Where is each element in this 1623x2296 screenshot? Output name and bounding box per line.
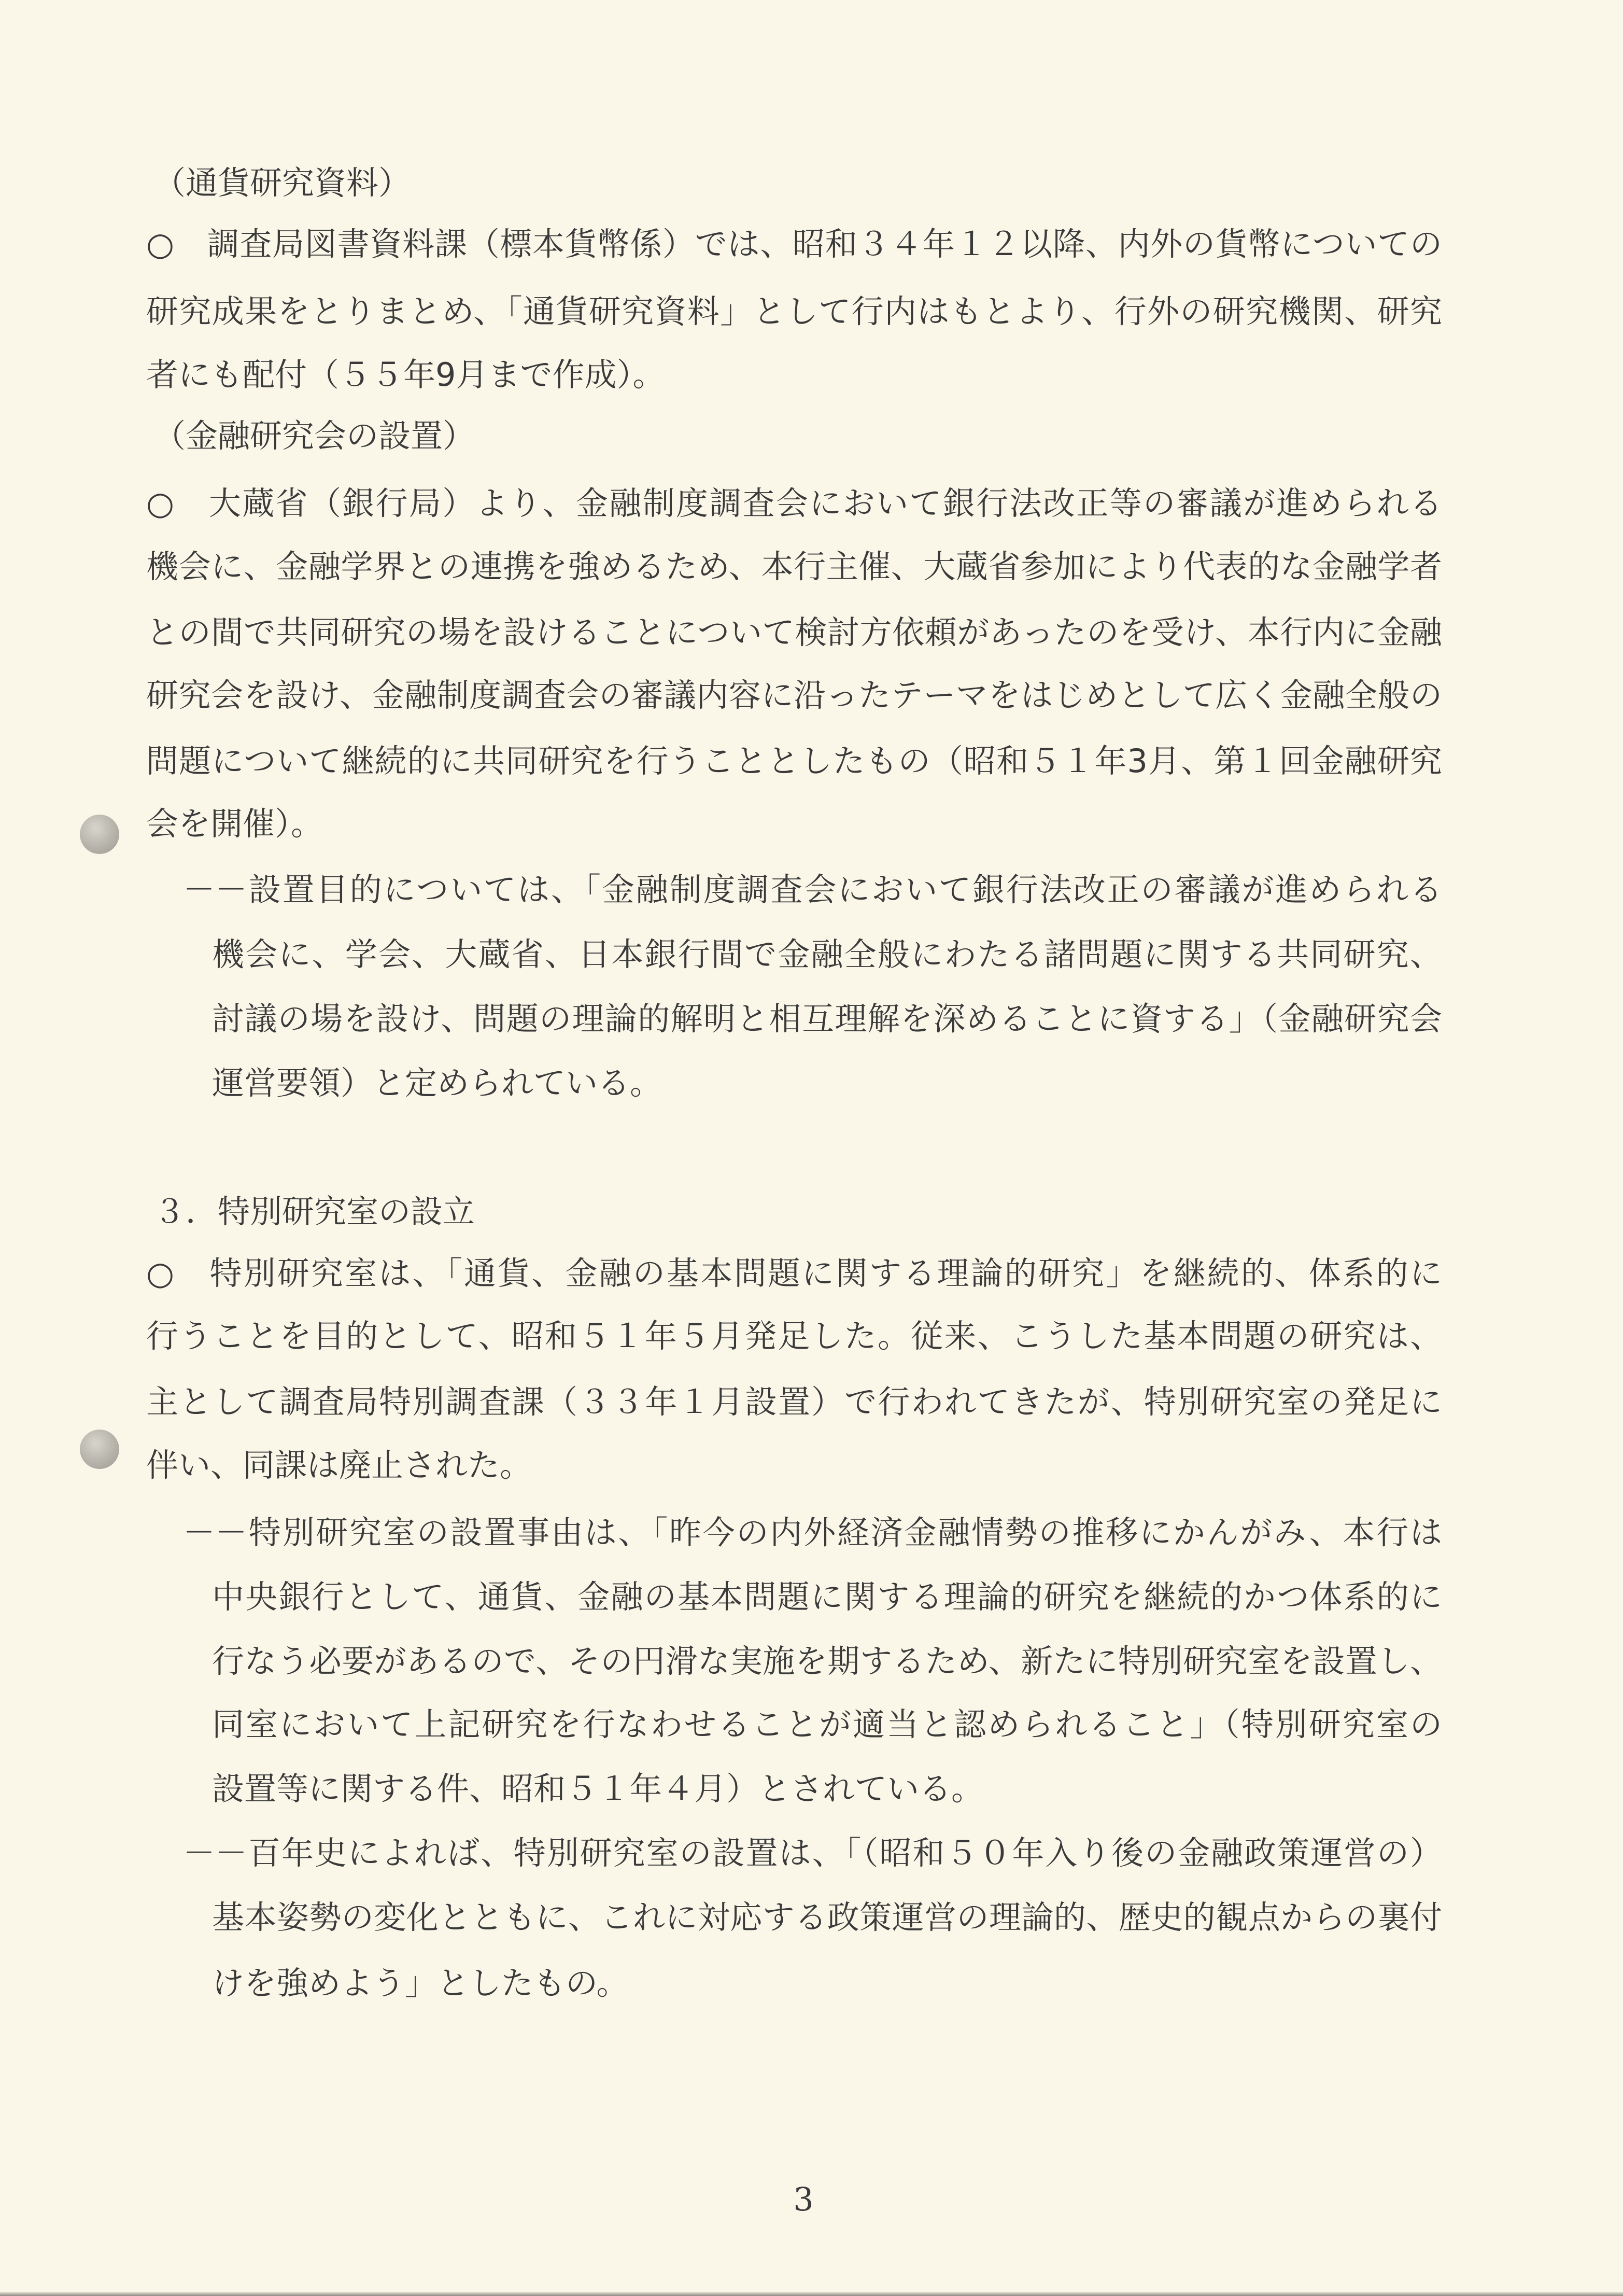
sub-item-line: 中央銀行として、通貨、金融の基本問題に関する理論的研究を継続的かつ体系的に	[212, 1578, 1442, 1616]
sub-item-line: －－設置目的については、「金融制度調査会において銀行法改正の審議が進められる	[183, 871, 1442, 908]
section-heading: （通貨研究資料）	[153, 164, 411, 202]
paragraph-line: ○ 特別研究室は、「通貨、金融の基本問題に関する理論的研究」を継続的、体系的に	[146, 1254, 1442, 1292]
sub-item-line: 行なう必要があるので、その円滑な実施を期するため、新たに特別研究室を設置し、	[212, 1642, 1442, 1680]
sub-item-line: 運営要領）と定められている。	[212, 1064, 662, 1102]
paragraph-line: 研究成果をとりまとめ、「通貨研究資料」として行内はもとより、行外の研究機関、研究	[146, 292, 1442, 330]
section-heading: ３．特別研究室の設立	[153, 1193, 475, 1230]
sub-item-line: 基本姿勢の変化とともに、これに対応する政策運営の理論的、歴史的観点からの裏付	[212, 1898, 1442, 1936]
paragraph-line: ○ 大蔵省（銀行局）より、金融制度調査会において銀行法改正等の審議が進められる	[146, 484, 1442, 522]
scan-edge	[0, 2292, 1623, 2296]
paragraph-line: 主として調査局特別調査課（３３年１月設置）で行われてきたが、特別研究室の発足に	[146, 1383, 1442, 1421]
sub-item-line: －－特別研究室の設置事由は、「昨今の内外経済金融情勢の推移にかんがみ、本行は	[183, 1514, 1442, 1551]
paragraph-line: 伴い、同課は廃止された。	[146, 1446, 532, 1484]
sub-item-line: －－百年史によれば、特別研究室の設置は、「（昭和５０年入り後の金融政策運営の）	[183, 1834, 1442, 1872]
paragraph-line: 者にも配付（５５年9月まで作成）。	[146, 356, 665, 394]
paragraph-line: 問題について継続的に共同研究を行うこととしたもの（昭和５１年3月、第１回金融研究	[146, 742, 1442, 780]
sub-item-line: 機会に、学会、大蔵省、日本銀行間で金融全般にわたる諸問題に関する共同研究、	[212, 935, 1442, 973]
punch-hole-icon	[80, 1430, 119, 1469]
paragraph-line: 研究会を設け、金融制度調査会の審議内容に沿ったテーマをはじめとして広く金融全般の	[146, 676, 1442, 714]
sub-item-line: 同室において上記研究を行なわせることが適当と認められること」（特別研究室の	[212, 1705, 1442, 1743]
punch-hole-icon	[80, 815, 119, 854]
sub-item-line: 設置等に関する件、昭和５１年４月）とされている。	[212, 1770, 984, 1808]
section-heading: （金融研究会の設置）	[153, 417, 475, 455]
paragraph-line: との間で共同研究の場を設けることについて検討方依頼があったのを受け、本行内に金融	[146, 613, 1442, 651]
sub-item-line: けを強めよう」としたもの。	[212, 1964, 629, 2002]
sub-item-line: 討議の場を設け、問題の理論的解明と相互理解を深めることに資する」（金融研究会	[212, 1000, 1442, 1038]
paragraph-line: 会を開催）。	[146, 805, 323, 843]
paragraph-line: 行うことを目的として、昭和５１年５月発足した。従来、こうした基本問題の研究は、	[146, 1317, 1442, 1355]
paragraph-line: ○ 調査局図書資料課（標本貨幣係）では、昭和３４年１２以降、内外の貨幣についての	[146, 225, 1442, 263]
paragraph-line: 機会に、金融学界との連携を強めるため、本行主催、大蔵省参加により代表的な金融学者	[146, 548, 1442, 585]
page-number: 3	[793, 2180, 814, 2218]
